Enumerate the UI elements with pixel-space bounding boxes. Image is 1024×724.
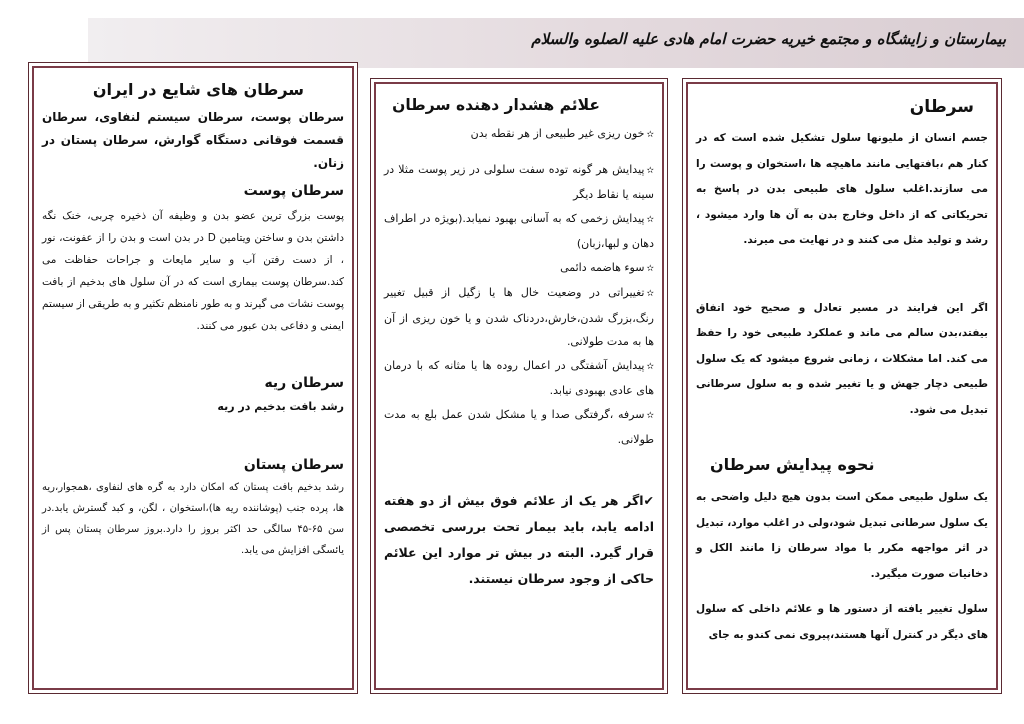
warning-note-text: اگر هر یک از علائم فوق بیش از دو هفته ادامه یابد، باید بیمار تحت بررسی تخصصی قرار گیرد. البته در بیش تر موارد این علائم حاکی از وجود سرطان نیستند.	[384, 492, 654, 586]
cancer-paragraph-2: اگر این فرایند در مسیر تعادل و صحیح خود اتفاق بیفتد،بدن سالم می ماند و عملکرد طبیعی خود را حفظ می کند. اما مشکلات ، زمانی شروع میشود که یک سلول طبیعی دچار جهش و یا تغییر شده و به سلول سرطانی تبدیل می شود.	[696, 301, 988, 416]
warning-item-text: تغییراتی در وضعیت خال ها یا زگیل از قبیل تغییر رنگ،بزرگ شدن،خارش،دردناک شدن و یا خون ریزی از آن ها به مدت طولانی.	[384, 286, 654, 348]
lung-cancer-text: رشد بافت بدخیم در ریه	[217, 400, 344, 413]
star-icon: ✫	[646, 214, 654, 225]
cancer-origin-paragraph-1: یک سلول طبیعی ممکن است بدون هیچ دلیل واضحی به یک سلول سرطانی تبدیل شود،ولی در اغلب موارد، تبدیل در اثر مواجهه مکرر با مواد سرطان زا مانند الکل و دخانیات صورت میگیرد.	[696, 491, 988, 580]
cancer-paragraph-1: جسم انسان از ملیونها سلول تشکیل شده است که در کنار هم ،بافتهایی مانند ماهیچه ها ،استخوان و پوست را می سازند.اغلب سلول های طبیعی بدن در پاسخ به تحریکاتی که از داخل وخارج بدن به آن ها وارد میشود ، رشد و تولید مثل می کنند و در نهایت می میرند.	[696, 132, 988, 246]
skin-cancer-text: پوست بزرگ ترین عضو بدن و وظیفه آن ذخیره چربی، خنک نگه داشتن بدن و ساختن ویتامین D در بدن است و بدن را از عفونت، نور ، از دست رفتن آب و سایر مایعات و جراحات حفاظت می کند.سرطان پوست بیماری است که در آن سلول های بدخیم از بافت پوست نشات می گیرند و به طور نامنظم تکثیر و به طریقی از سیستم ایمنی و دفاعی بدن عبور می کنند.	[42, 210, 344, 332]
cancer-title: سرطان	[909, 97, 974, 117]
star-icon: ✫	[646, 130, 654, 140]
warning-item	[384, 403, 654, 452]
panel-common-cancers	[28, 62, 358, 694]
warning-item-text: پیدایش آشفتگی در اعمال روده ها یا مثانه که با درمان های عادی بهبودی نیابد.	[384, 358, 654, 397]
warning-item-text: پیدایش زخمی که به آسانی بهبود نمیابد.(بویژه در اطراف دهان و لبها،زبان)	[384, 211, 654, 250]
warning-item	[384, 354, 654, 403]
warning-item	[384, 122, 654, 148]
header-title: بیمارستان و زایشگاه و مجتمع خیریه حضرت امام هادی علیه الصلوه والسلام	[531, 30, 1006, 48]
breast-cancer-title: سرطان پستان	[243, 457, 344, 473]
star-icon: ✫	[646, 410, 654, 421]
star-icon: ✫	[646, 165, 654, 176]
warning-item	[384, 207, 654, 256]
warning-item-text: سرفه ،گرفتگی صدا و یا مشکل شدن عمل بلع به مدت طولانی.	[384, 407, 654, 446]
breast-cancer-text: رشد بدخیم بافت پستان که امکان دارد به گره های لنفاوی ،همجوار،ریه ها، پرده جنب (پوشاننده ریه ها)،استخوان ، لگن، و کبد گسترش یابد.در سن ۶۵-۴۵ سالگی حد اکثر بروز را دارد.بروز سرطان پستان پس از یائسگی افزایش می یابد.	[42, 482, 345, 556]
star-icon: ✫	[646, 289, 654, 299]
warning-item	[384, 281, 654, 354]
warning-item-text: پیدایش هر گونه توده سفت سلولی در زیر پوست مثلا در سینه یا نقاط دیگر	[384, 162, 654, 201]
skin-cancer-title: سرطان پوست	[243, 183, 344, 199]
cancer-origin-paragraph-2: سلول تغییر یافته از دستور ها و علائم داخلی که سلول های دیگر در کنترل آنها هستند،پیروی نمی کندو به جای	[696, 603, 988, 641]
panel-cancer-content	[690, 86, 994, 686]
common-cancers-intro: سرطان پوست، سرطان سیستم لنفاوی، سرطان قسمت فوقانی دستگاه گوارش، سرطان پستان در زنان.	[42, 110, 344, 170]
warning-note	[384, 488, 654, 592]
panel-common-cancers-content	[36, 70, 350, 686]
warning-item	[384, 158, 654, 207]
cancer-origin-title: نحوه پیدایش سرطان	[710, 455, 875, 474]
star-icon: ✫	[646, 263, 654, 274]
common-cancers-title: سرطان های شایع در ایران	[92, 80, 304, 99]
warning-item-text: سوء هاضمه دائمی	[560, 260, 645, 274]
warning-item-text: خون ریزی غیر طبیعی از هر نقطه بدن	[470, 127, 645, 140]
star-icon: ✫	[646, 361, 654, 372]
lung-cancer-title: سرطان ریه	[264, 375, 344, 391]
warning-item	[384, 256, 654, 282]
check-icon: ✔	[643, 492, 654, 508]
panel-warning-signs-content	[378, 86, 660, 686]
warning-signs-title: علائم هشدار دهنده سرطان	[392, 96, 600, 114]
panel-warning-signs	[370, 78, 668, 694]
panel-cancer	[682, 78, 1002, 694]
